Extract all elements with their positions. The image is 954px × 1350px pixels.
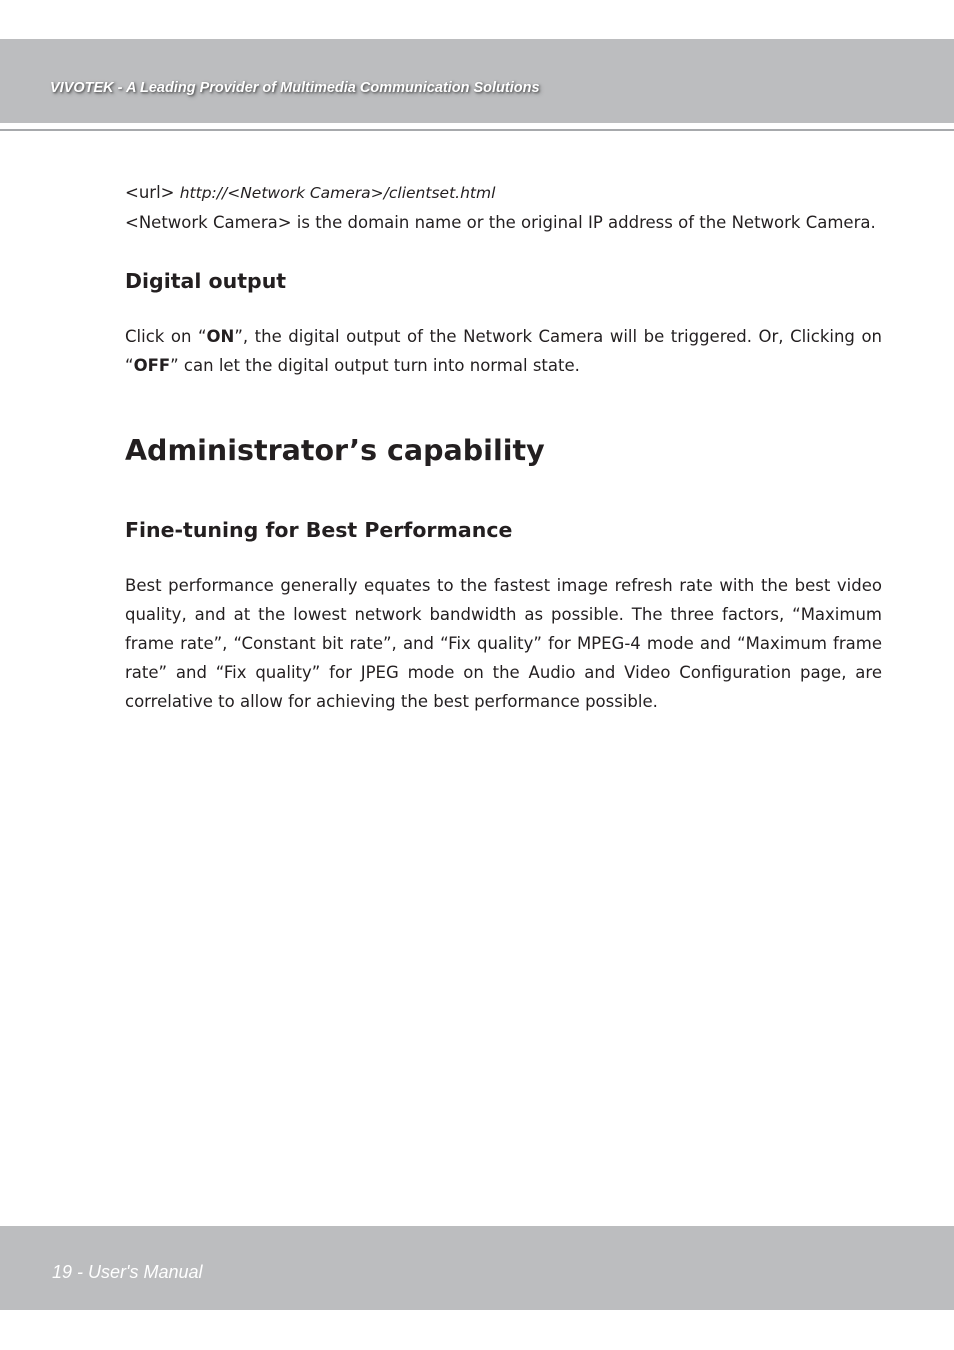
page-content bbox=[125, 178, 882, 716]
header-divider bbox=[0, 129, 954, 131]
url-line bbox=[125, 178, 882, 208]
off-label: OFF bbox=[133, 356, 171, 375]
url-label: <url> bbox=[125, 183, 175, 202]
digital-output-text-1: Click on “ bbox=[125, 327, 207, 346]
fine-tuning-paragraph: Best performance generally equates to the fastest image refresh rate with the best video quality, and at the lowest network bandwidth as possible. The three factors, “Maximum frame rate”, “Constant bit rate”, and “Fix quality” for MPEG-4 mode and “Maximum frame rate” and “Fix quality” for JPEG mode on the Audio and Video Configuration page, are correlative to allow for achieving the best performance possible. bbox=[125, 576, 882, 711]
digital-output-paragraph bbox=[125, 322, 882, 380]
digital-output-text-2: ”, the digital output of the Network Camera will be triggered. Or, Clicking on “ bbox=[125, 327, 882, 375]
fine-tuning-heading: Fine-tuning for Best Performance bbox=[125, 518, 513, 542]
url-description: <Network Camera> is the domain name or the original IP address of the Network Camera. bbox=[125, 213, 876, 232]
admin-heading: Administrator’s capability bbox=[125, 434, 545, 467]
on-label: ON bbox=[206, 327, 235, 346]
digital-output-heading: Digital output bbox=[125, 269, 287, 293]
digital-output-text-3: ” can let the digital output turn into normal state. bbox=[170, 356, 580, 375]
footer-page-label: 19 - User's Manual bbox=[52, 1262, 203, 1282]
header-title: VIVOTEK - A Leading Provider of Multimedia Communication Solutions bbox=[50, 80, 540, 96]
url-value: http://<Network Camera>/clientset.html bbox=[179, 184, 496, 202]
